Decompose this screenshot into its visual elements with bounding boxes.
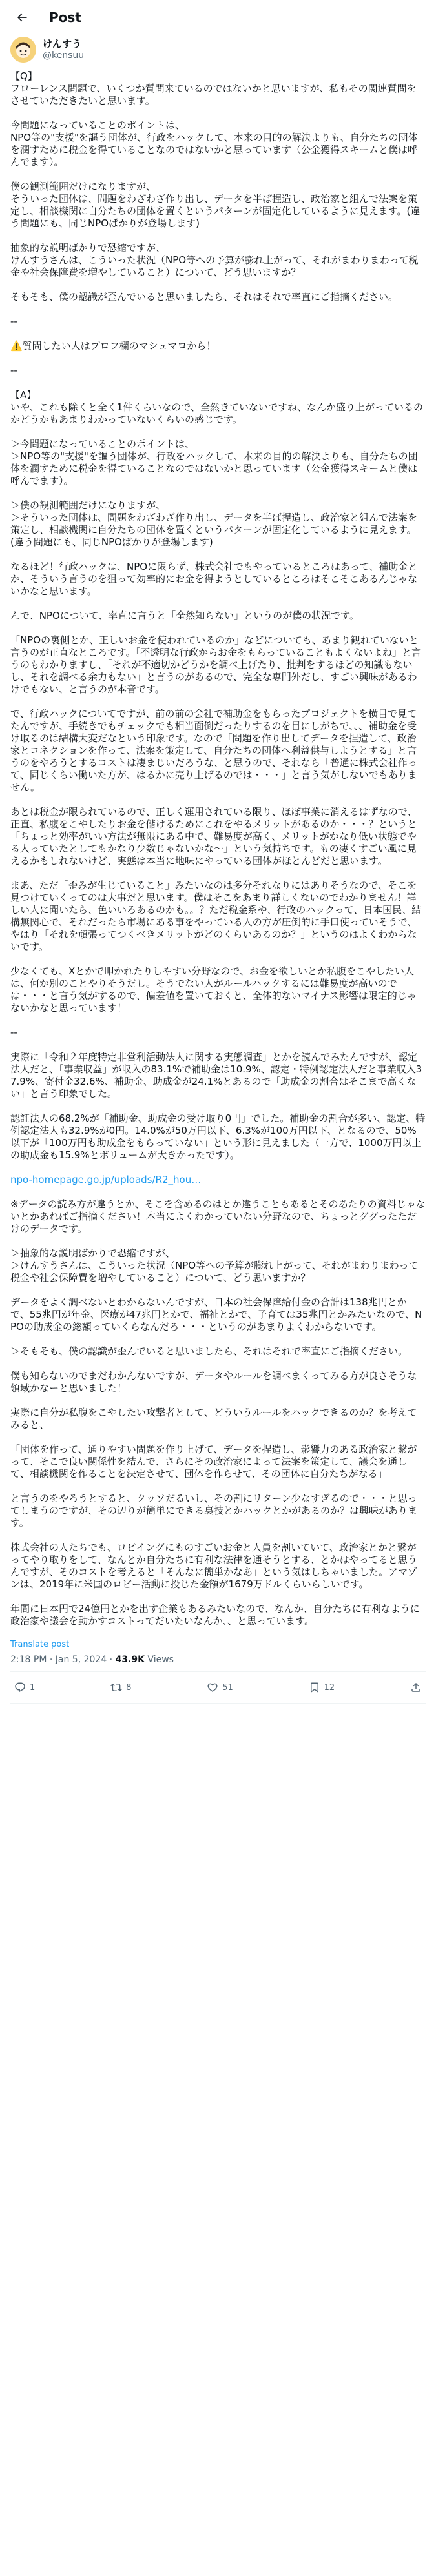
post-paragraph: そもそも、僕の認識が歪んでいると思いましたら、それはそれで率直にご指摘ください。 xyxy=(10,291,399,303)
post-paragraph: ＞そもそも、僕の認識が歪んでいると思いましたら、それはそれで率直にご指摘ください。 xyxy=(10,1345,408,1357)
post-paragraph: 僕も知らないのでまだわかんないですが、データやルールを調べまくってみる方が良さそうな領域かなーと思いました！ xyxy=(10,1370,417,1394)
post-paragraph: で、行政ハックについてですが、前の前の会社で補助金をもらったプロジェクトを横目で見てたんですが、手続きでもチェックでも相当面倒だったりするのを目にしがちで、、、補助金を受け取るのは結構大変だなという印象です。なので「問題を作り出してデータを捏造して、政治家とコネクションを作って、法案を策定して、自分たちの団体へ利益供与しようとする」と言うのをやろうとするコストは凄まじいだろうな、と思うので、それなら「普通に株式会社作って、同じくらい働いた方が、はるかに売り上げるのでは・・・」と言う気がしないでもありません。 xyxy=(10,708,417,793)
external-link[interactable]: npo-homepage.go.jp/uploads/R2_hou… xyxy=(10,1174,202,1185)
post-meta xyxy=(10,1653,426,1672)
bookmark-count: 12 xyxy=(324,1682,335,1693)
post-paragraph: -- xyxy=(10,365,17,376)
post-paragraph: -- xyxy=(10,316,17,327)
post-paragraph: 今問題になっていることのポイントは、 NPO等の"支援"を謳う団体が、行政をハックして、本来の目的の解決よりも、自分たちの団体を潤すために税金を得ていることなのではないかと思っています（公金獲得スキームと僕は呼んでます）。 xyxy=(10,119,418,168)
post-paragraph: 「団体を作って、通りやすい問題を作り上げて、データを捏造し、影響力のある政治家と繋がって、そこで良い関係性を結んで、さらにその政治家によって法案を策定して、議会を通して、相談機関を作ることを決定させて、団体を作らせて、その団体に自分たちがなる」 xyxy=(10,1444,417,1480)
post-body xyxy=(0,63,436,1704)
post-paragraph: 「NPOの裏側とか、正しいお金を使われているのか」などについても、あまり観れていないと言うのが正直なところです。「不透明な行政からお金をもらっていることもよくないよね」と言うのもわかりますし、「それが不適切かどうかを調べ上げたり、批判をするほどの知識もないし、それを調べる余力もない」と言うのがあるので、完全な専門外だし、すごい興味があるわけでもない、と言うのが本音です。 xyxy=(10,634,422,695)
post-paragraph: 僕の観測範囲だけになりますが、 そういった団体は、問題をわざわざ作り出し、データを半ば捏造し、政治家と組んで法案を策定し、相談機関に自分たちの団体を置くというパターンが固定化しているように見えます。(違う問題にも、同じNPOばかりが登場します) xyxy=(10,181,420,229)
repost-button[interactable] xyxy=(110,1682,131,1693)
action-bar xyxy=(10,1672,426,1704)
post-timestamp[interactable]: 2:18 PM · Jan 5, 2024 xyxy=(10,1655,107,1665)
post-paragraph: 実際に自分が私腹をこやしたい攻撃者として、どういうルールをハックできるのか？を考えてみると、 xyxy=(10,1407,417,1431)
post-paragraph: ＞僕の観測範囲だけになりますが、 ＞そういった団体は、問題をわざわざ作り出し、データを半ば捏造し、政治家と組んで法案を策定し、相談機関に自分たちの団体を置くというパターンが固定化しているように見えます。(違う問題にも、同じNPOばかりが登場します) xyxy=(10,499,418,548)
heart-icon xyxy=(207,1682,218,1693)
post-paragraph: んで、NPOについて、率直に言うと「全然知らない」というのが僕の状況です。 xyxy=(10,610,359,621)
post-paragraph: ⚠️質問したい人はプロフ欄のマシュマロから！ xyxy=(10,340,216,352)
post-paragraph: 認証法人の68.2%が「補助金、助成金の受け取り0円」でした。補助金の割合が多い、認定、特例認定法人も32.9%が0円。14.0%が50万円以下、6.3%が100万円以下、となるので、50%以下が「100万円も助成金をもらっていない」という形に見えました（一方で、1000万円以上の助成金も15.9%とボリュームが大きかったです）。 xyxy=(10,1112,426,1161)
post-paragraph: ＞抽象的な説明ばかりで恐縮ですが、 ＞けんすうさんは、こういった状況（NPO等への予算が膨れ上がって、それがまわりまわって税金や社会保障費を増やしていること）について、どう思いますか？ xyxy=(10,1247,419,1283)
share-icon xyxy=(410,1682,422,1693)
post-paragraph: あとは税金が限られているので、正しく運用されている限り、ほぼ事業に消えるはずなので、正直、私腹をこやしたりお金を儲けるためにこれをやるメリットがあるのか・・・？というと「ちょっと効率がいい方法が無限にある中で、難易度が高く、メリットがかなり低い状態でやる人っていたとしてもかなり少数じゃないかな～」という気持ちです。もの凄くすごい風に見えるかもしれないけど、実態は本当に地味にやっている団体がほとんどだと思います。 xyxy=(10,806,417,867)
author-name[interactable]: けんすう xyxy=(43,38,82,50)
post-paragraph: なるほど！行政ハックは、NPOに限らず、株式会社でもやっているところはあって、補助金とか、そういう言うのを狙って効率的にお金を得ようとしているところはそこそこあるんじゃないかなと思います。 xyxy=(10,561,418,597)
top-bar xyxy=(0,0,436,34)
repost-count: 8 xyxy=(126,1682,132,1693)
bookmark-icon xyxy=(309,1682,320,1693)
post-paragraph: 株式会社の人たちでも、ロビイングにものすごいお金と人員を割いていて、政治家とかと繋がってやり取りをして、なんとか自分たちに有利な法律を通そうとする、とかはやってると思うんですが、そのコストを考えると「そんなに簡単かなあ」という気はしちゃいました。アマゾンは、2019年に米国のロビー活動に投じた金額が1679万ドルくらいらしいです。 xyxy=(10,1542,417,1590)
bookmark-button[interactable] xyxy=(309,1682,335,1693)
reply-icon xyxy=(14,1682,26,1693)
back-button[interactable] xyxy=(10,6,34,29)
reply-button[interactable] xyxy=(14,1682,35,1693)
repost-icon xyxy=(110,1682,122,1693)
avatar-illustration-icon xyxy=(10,37,36,63)
post-paragraph: ＞今問題になっていることのポイントは、 ＞NPO等の"支援"を謳う団体が、行政をハックして、本来の目的の解決よりも、自分たちの団体を潤すために税金を得ていることなのではないかと思っています（公金獲得スキームと僕は呼んでます）。 xyxy=(10,438,418,487)
like-button[interactable] xyxy=(207,1682,233,1693)
post-paragraph: まあ、ただ「歪みが生じていること」みたいなのは多分それなりにはありそうなので、そこを見つけていくってのは大事だと思います。僕はそこをあまり詳しくないのでわかりません！詳しい人に聞いたら、色いいろあるのかも。。？ただ税金系や、行政のハックって、日本国民、結構無関心で、それだったら市場にある事をやっている人の方が圧倒的に手口使っていそうで、やはり「それを頑張ってつくべきメリットがどのくらいあるのか？」というのはよくわからないです。 xyxy=(10,880,422,952)
post-paragraph: 実際に「令和２年度特定非営利活動法人に関する実態調査」とかを読んでみたんですが、認定法人だと、「事業収益」が収入の83.1%で補助金は10.9%、認定・特例認定法人だと事業収入37.9%、寄付金32.6%、補助金、助成金が24.1%とあるので「助成金の割合はそこまで高くない」と言う印象でした。 xyxy=(10,1051,422,1100)
post-paragraph: 【Q】 フローレンス問題で、いくつか質問来ているのではないかと思いますが、私もその関連質問をさせていただきたいと思います。 xyxy=(10,70,417,106)
post-paragraph: 抽象的な説明ばかりで恐縮ですが、 けんすうさんは、こういった状況（NPO等への予算が膨れ上がって、それがまわりまわって税金や社会保障費を増やしていること）について、どう思いますか？ xyxy=(10,242,419,278)
meta-separator: · xyxy=(107,1655,116,1665)
like-count: 51 xyxy=(222,1682,233,1693)
post-paragraph: と言うのをやろうとすると、クッソだるいし、その割にリターン少なすぎるので・・・と思ってしまうのですが、その辺りが簡単にできる裏技とかハックとかがあるのか？は興味があります。 xyxy=(10,1493,418,1529)
share-button[interactable] xyxy=(410,1682,422,1693)
page-title: Post xyxy=(49,9,81,25)
avatar[interactable] xyxy=(10,37,36,63)
author-handle[interactable]: @kensuu xyxy=(43,50,85,61)
views-count: 43.9K xyxy=(115,1655,145,1665)
reply-count: 1 xyxy=(30,1682,36,1693)
post-paragraph: ※データの読み方が違うとか、そこを含めるのはとか違うこともあるとそのあたりの資料じゃないとかあればご指摘ください！本当によくわかっていない分野なので、ちょっとググったただけのデータです。 xyxy=(10,1198,426,1234)
translate-post-link[interactable]: Translate post xyxy=(10,1640,70,1649)
post-paragraph: 年間に日本円で24億円とかを出す企業もあるみたいなので、なんか、自分たちに有利なように政治家や議会を動かすコストってだいたいなんか、、と思っています。 xyxy=(10,1603,420,1627)
author-row xyxy=(0,34,436,63)
post-text xyxy=(10,70,426,1627)
views-label: Views xyxy=(144,1655,174,1665)
back-arrow-icon xyxy=(16,11,28,24)
post-paragraph: 【A】 いや、これも除くと全く1件くらいなので、全然きていないですね、なんか盛り上がっているのかどうかもあまりわかっていないくらいの感じです。 xyxy=(10,389,423,425)
post-paragraph: データをよく調べないとわからないんですが、日本の社会保障給付金の合計は138兆円とかで、55兆円が年金、医療が47兆円とかで、福祉とかで、子育ては35兆円とかみたいなので、NPOの助成金の総額っていくらなんだろ・・・というのがあまりよくわからないです。 xyxy=(10,1296,422,1333)
post-paragraph: 少なくても、Xとかで叩かれたりしやすい分野なので、お金を欲しいとか私腹をこやしたい人は、何か別のことやりそうだし。そうでない人がルールハックするには難易度が高いのでは・・・と言う気がするので、偏差値を置いておくと、全体的ないマイナス影響は限定的じゃないかなと思っています！ xyxy=(10,965,417,1014)
post-paragraph: -- xyxy=(10,1027,17,1038)
